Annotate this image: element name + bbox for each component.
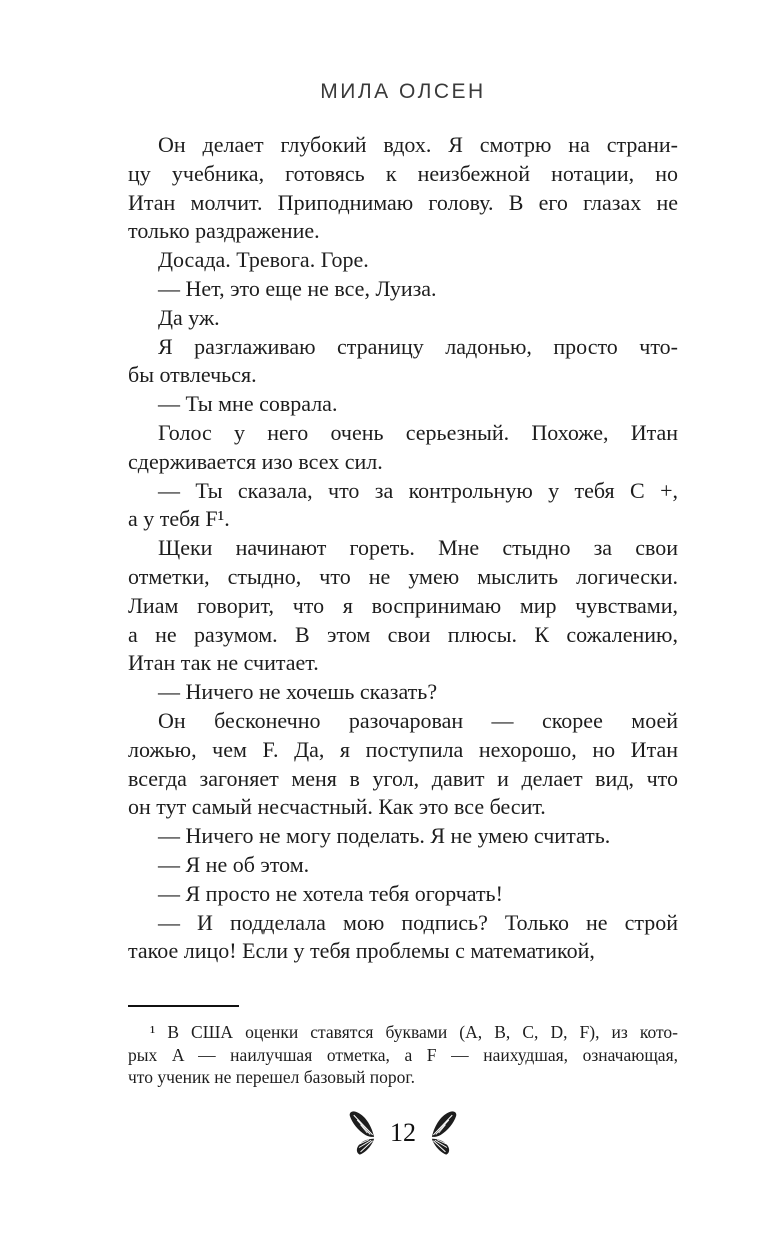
paragraph	[128, 333, 678, 391]
butterfly-left-icon	[346, 1110, 377, 1156]
text-line: ¹ В США оценки ставятся буквами (A, B, C, D, F), из кото-	[150, 1022, 678, 1042]
paragraph	[128, 131, 678, 246]
paragraph	[128, 678, 678, 707]
text-line: Лиам говорит, что я воспринимаю мир чувствами,	[128, 592, 678, 618]
text-line: — Ничего не могу поделать. Я не умею считать.	[158, 823, 611, 849]
text-line: а не разумом. В этом свои плюсы. К сожалению,	[128, 621, 678, 647]
text-line: Голос у него очень серьезный. Похоже, Итан	[158, 419, 678, 445]
text-line: Итан молчит. Приподнимаю голову. В его глазах не	[128, 189, 678, 215]
paragraph	[128, 1021, 678, 1089]
text-line: такое лицо! Если у тебя проблемы с математикой,	[128, 938, 595, 964]
text-line: Щеки начинают гореть. Мне стыдно за свои	[158, 535, 678, 561]
text-line: бы отвлечься.	[128, 362, 257, 388]
text-line: цу учебника, готовясь к неизбежной нотации, но	[128, 160, 678, 186]
paragraph	[128, 275, 678, 304]
paragraph	[128, 246, 678, 275]
butterfly-right-icon	[429, 1110, 460, 1156]
text-line: рых A — наилучшая отметка, а F — наихудшая, означающая,	[128, 1044, 678, 1065]
text-line: сдерживается изо всех сил.	[128, 448, 383, 474]
paragraph	[128, 909, 678, 967]
text-line: всегда загоняет меня в угол, давит и делает вид, что	[128, 765, 678, 791]
footnote-rule	[128, 1005, 239, 1007]
text-line: — Ты сказала, что за контрольную у тебя C +,	[158, 477, 678, 503]
footnote	[128, 1021, 678, 1089]
text-line: а у тебя F¹.	[128, 506, 230, 532]
text-line: он тут самый несчастный. Как это все бесит.	[128, 794, 546, 820]
text-line: — Я просто не хотела тебя огорчать!	[158, 880, 503, 906]
text-line: только раздражение.	[128, 218, 320, 244]
text-line: — И подделала мою подпись? Только не строй	[158, 909, 678, 935]
text-line: Он бесконечно разочарован — скорее моей	[158, 707, 678, 733]
text-line: — Ты мне соврала.	[158, 391, 338, 417]
page-number: 12	[390, 1118, 416, 1147]
text-line: — Нет, это еще не все, Луиза.	[158, 275, 437, 301]
text-line: ложью, чем F. Да, я поступила нехорошо, но Итан	[128, 736, 678, 762]
paragraph	[128, 880, 678, 909]
paragraph	[128, 534, 678, 678]
text-line: что ученик не перешел базовый порог.	[128, 1067, 415, 1088]
text-line: Да уж.	[158, 304, 220, 330]
paragraph	[128, 304, 678, 333]
text-line: — Я не об этом.	[158, 851, 310, 877]
paragraph	[128, 419, 678, 477]
paragraph	[128, 390, 678, 419]
text-line: — Ничего не хочешь сказать?	[158, 679, 438, 705]
paragraph	[128, 851, 678, 880]
paragraph	[128, 477, 678, 535]
text-line: Он делает глубокий вдох. Я смотрю на страни-	[158, 132, 678, 157]
page-footer	[128, 1110, 678, 1156]
paragraph	[128, 822, 678, 851]
text-line: Итан так не считает.	[128, 650, 319, 676]
page-text	[128, 131, 678, 966]
paragraph	[128, 707, 678, 822]
text-line: Досада. Тревога. Горе.	[158, 247, 369, 273]
text-line: отметки, стыдно, что не умею мыслить логически.	[128, 563, 678, 589]
text-line: Я разглаживаю страницу ладонью, просто что-	[158, 333, 678, 359]
running-header: МИЛА ОЛСЕН	[320, 80, 486, 103]
